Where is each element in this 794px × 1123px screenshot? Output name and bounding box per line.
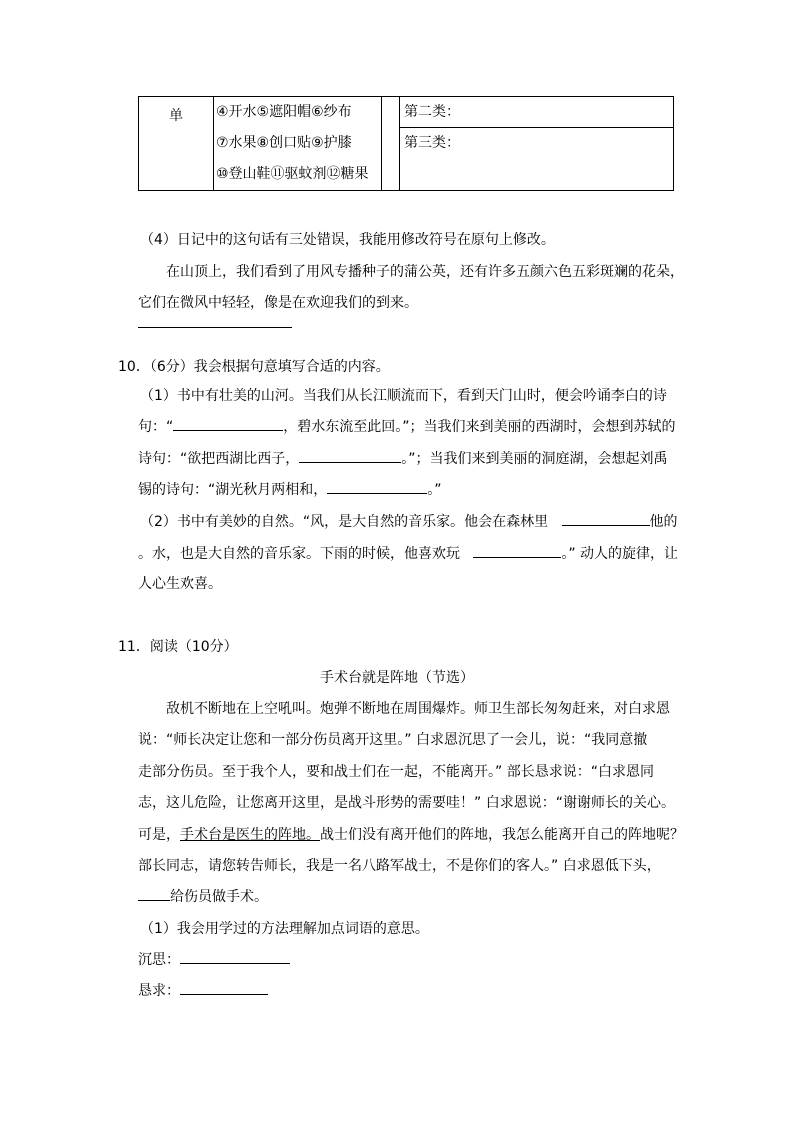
blank-1[interactable] xyxy=(173,416,283,431)
table-label-cell: 单 xyxy=(139,97,214,191)
items-row: ④开水⑤遮阳帽⑥纱布 xyxy=(216,104,352,120)
q11-header: 11．阅读（10分） xyxy=(118,639,238,655)
underlined-sentence: 手术台是医生的阵地。 xyxy=(180,827,320,843)
passage-line: 可是，手术台是医生的阵地。战士们没有离开他们的阵地，我怎么能离开自己的阵地呢？ xyxy=(138,827,684,843)
items-row: ⑦水果⑧创口贴⑨护膝 xyxy=(216,135,352,151)
category-two: 第二类： xyxy=(400,97,673,128)
q10-p2-line1: （2）书中有美妙的自然。“风，是大自然的音乐家。他会在森林里 他的 xyxy=(140,511,678,531)
q10-p1-line1: （1）书中有壮美的山河。当我们从长江顺流而下，看到天门山时，便会吟诵李白的诗 xyxy=(140,388,667,404)
items-table xyxy=(138,96,674,191)
passage-line: 志，这儿危险，让您离开这里，是战斗形势的需要哇！” 白求恩说：“谢谢师长的关心。 xyxy=(138,795,675,811)
passage-line: 说：“师长决定让您和一部分伤员离开这里。” 白求恩沉思了一会儿，说：“我同意撤 xyxy=(138,732,648,748)
passage-line: 给伤员做手术。 xyxy=(138,886,268,906)
q4-prompt: （4）日记中的这句话有三处错误，我能用修改符号在原句上修改。 xyxy=(140,232,555,248)
items-row: ⑩登山鞋⑪驱蚊剂⑫糖果 xyxy=(216,166,369,182)
blank-5[interactable] xyxy=(473,543,561,558)
q4-sentence-line1: 在山顶上，我们看到了用风专播种子的蒲公英，还有许多五颜六色五彩斑斓的花朵， xyxy=(166,264,684,280)
blank-4[interactable] xyxy=(562,511,650,526)
category-cell xyxy=(400,97,674,191)
q4-sentence-line2: 它们在微风中轻轻，像是在欢迎我们的到来。 xyxy=(138,295,418,311)
q10-header: 10．（6分）我会根据句意填写合适的内容。 xyxy=(118,359,390,375)
items-cell xyxy=(214,97,382,191)
q10-p1-line4: 锡的诗句：“湖光秋月两相和， 。” xyxy=(138,479,442,499)
q10-p1-line2: 句：“ ，碧水东流至此回。”；当我们来到美丽的西湖时，会想到苏轼的 xyxy=(138,416,676,436)
blank-3[interactable] xyxy=(327,479,427,494)
passage-line: 部长同志，请您转告师长，我是一名八路军战士，不是你们的客人。” 白求恩低下头， xyxy=(138,858,661,874)
q10-p1-line3: 诗句：“欲把西湖比西子， 。”；当我们来到美丽的洞庭湖，会想起刘禹 xyxy=(138,448,668,468)
q4-answer-line[interactable] xyxy=(138,327,292,328)
word-chensi: 沉思： xyxy=(138,949,290,969)
spacer-cell xyxy=(382,97,400,191)
passage-line: 敌机不断地在上空吼叫。炮弹不断地在周围爆炸。师卫生部长匆匆赶来，对白求恩 xyxy=(166,701,670,717)
blank-kenqiu[interactable] xyxy=(180,980,268,995)
blank-chensi[interactable] xyxy=(180,949,290,964)
blank-2[interactable] xyxy=(299,448,401,463)
blank-6[interactable] xyxy=(138,886,170,901)
passage-line: 走部分伤员。至于我个人，要和战士们在一起，不能离开。” 部长恳求说：“白求恩同 xyxy=(138,764,654,780)
category-three: 第三类： xyxy=(404,135,460,151)
word-kenqiu: 恳求： xyxy=(138,980,268,1000)
passage-title: 手术台就是阵地（节选） xyxy=(320,670,474,686)
q10-p2-line2: 。水，也是大自然的音乐家。下雨的时候，他喜欢玩 。” 动人的旋律，让 xyxy=(138,543,678,563)
q11-sub1: （1）我会用学过的方法理解加点词语的意思。 xyxy=(140,921,429,937)
q10-p2-line3: 人心生欢喜。 xyxy=(138,576,222,592)
